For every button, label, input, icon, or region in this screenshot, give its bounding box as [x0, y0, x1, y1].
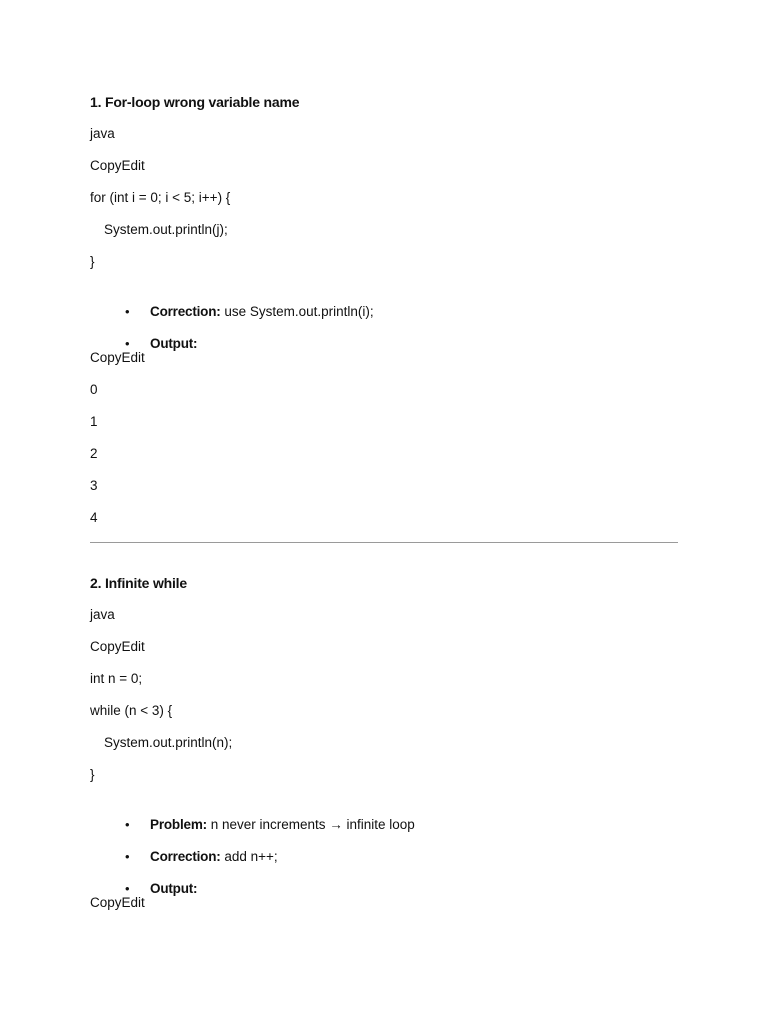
section-2-language-label: java [90, 607, 115, 622]
section-1-language-label: java [90, 126, 115, 141]
section-1-output-copy-edit: CopyEdit [90, 350, 145, 365]
bullet-label: Output: [150, 336, 198, 351]
bullet-label: Correction: [150, 304, 221, 319]
section-2-code-line-4: } [90, 767, 95, 782]
section-2-heading: 2. Infinite while [90, 575, 187, 591]
section-1-output-line-1: 0 [90, 382, 98, 397]
section-1-code-line-3: } [90, 254, 95, 269]
section-1-output-line-3: 2 [90, 446, 98, 461]
bullet-label: Correction: [150, 849, 221, 864]
bullet-text: use System.out.println(i); [220, 304, 374, 319]
bullet-icon: • [125, 304, 130, 319]
section-2-output-copy-edit: CopyEdit [90, 895, 145, 910]
section-1-output-line-5: 4 [90, 510, 98, 525]
section-2-copy-edit: CopyEdit [90, 639, 145, 654]
bullet-label: Output: [150, 881, 198, 896]
section-2-code-line-1: int n = 0; [90, 671, 143, 686]
section-divider [90, 542, 678, 543]
bullet-icon: • [125, 336, 130, 351]
section-1-code-line-2: System.out.println(j); [104, 222, 228, 237]
bullet-label: Problem: [150, 817, 207, 832]
section-1-output-line-4: 3 [90, 478, 98, 493]
section-2-code-line-2: while (n < 3) { [90, 703, 173, 718]
section-2-code-line-3: System.out.println(n); [104, 735, 233, 750]
section-1-heading: 1. For-loop wrong variable name [90, 94, 300, 110]
bullet-icon: • [125, 817, 130, 832]
section-1-copy-edit: CopyEdit [90, 158, 145, 173]
bullet-text: add n++; [220, 849, 278, 864]
section-1-code-line-1: for (int i = 0; i < 5; i++) { [90, 190, 231, 205]
bullet-icon: • [125, 849, 130, 864]
bullet-text: n never increments → infinite loop [206, 817, 415, 832]
section-1-output-line-2: 1 [90, 414, 98, 429]
bullet-icon: • [125, 881, 130, 896]
